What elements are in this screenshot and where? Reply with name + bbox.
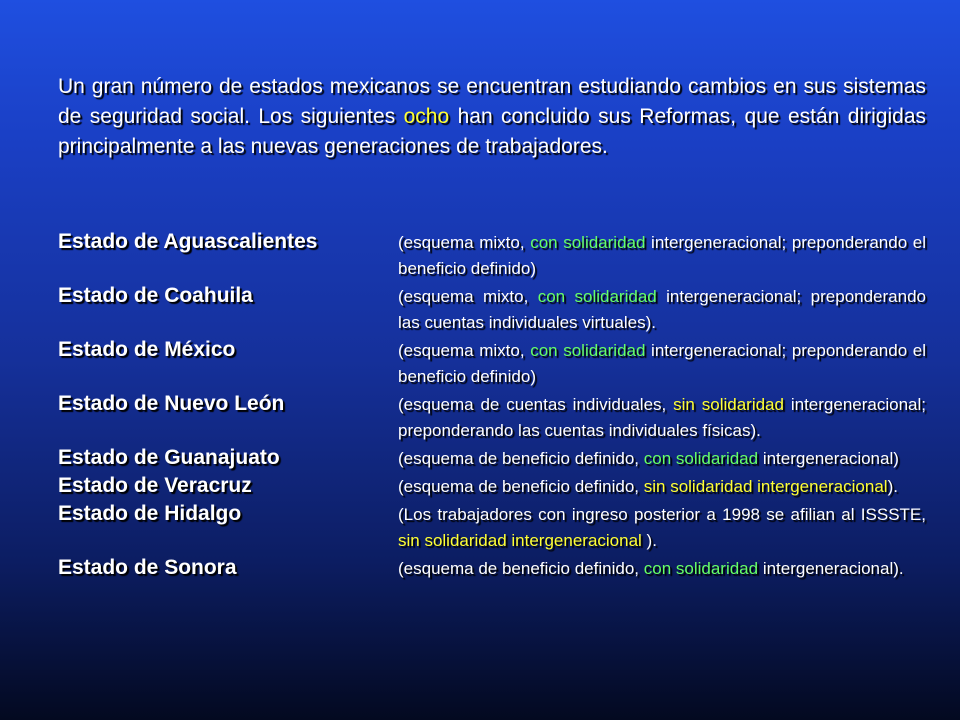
solidarity-highlight: sin solidaridad intergeneracional: [398, 531, 642, 550]
description-text: intergeneracional; preponderando el beneficio definido): [398, 233, 926, 278]
description-text: (esquema de beneficio definido,: [398, 477, 644, 496]
state-description: [398, 554, 926, 582]
state-row: [58, 228, 926, 282]
description-text: (esquema mixto,: [398, 287, 538, 306]
state-row: [58, 444, 926, 472]
description-text: intergeneracional).: [758, 559, 904, 578]
state-name: Estado de Aguascalientes: [58, 230, 318, 253]
state-row: [58, 500, 926, 554]
description-text: intergeneracional; preponderando las cuentas individuales físicas).: [398, 395, 926, 440]
state-row: [58, 554, 926, 582]
state-description: [398, 390, 926, 444]
state-row: [58, 390, 926, 444]
solidarity-highlight: con solidaridad: [537, 287, 657, 306]
state-name: Estado de Veracruz: [58, 474, 252, 497]
intro-highlight: ocho: [403, 105, 450, 128]
state-row: [58, 336, 926, 390]
description-text: ).: [887, 477, 898, 496]
description-text: (esquema de cuentas individuales,: [398, 395, 674, 414]
intro-text-before: Un gran número de estados mexicanos se encuentran estudiando cambios en sus sistemas de seguridad social. Los siguientes: [58, 75, 926, 128]
description-text: intergeneracional; preponderando el beneficio definido): [398, 341, 926, 386]
state-description: [398, 444, 926, 472]
state-name: Estado de Guanajuato: [58, 446, 280, 469]
state-description: [398, 336, 926, 390]
state-description: [398, 500, 926, 554]
intro-text-after: han concluido sus Reformas, que están dirigidas principalmente a las nuevas generaciones de trabajadores.: [58, 105, 926, 158]
state-row: [58, 472, 926, 500]
state-name: Estado de México: [58, 338, 236, 361]
description-text: ).: [641, 531, 657, 550]
state-name: Estado de Coahuila: [58, 284, 253, 307]
description-text: (esquema de beneficio definido,: [398, 559, 644, 578]
state-name: Estado de Hidalgo: [58, 502, 242, 525]
state-description: [398, 472, 926, 500]
solidarity-highlight: con solidaridad: [643, 559, 759, 578]
solidarity-highlight: con solidaridad: [643, 449, 759, 468]
state-description: [398, 228, 926, 282]
solidarity-highlight: sin solidaridad: [673, 395, 784, 414]
state-list: [58, 228, 926, 582]
description-text: (esquema de beneficio definido,: [398, 449, 644, 468]
description-text: intergeneracional): [758, 449, 899, 468]
description-text: (Los trabajadores con ingreso posterior a 1998 se afilian al ISSSTE,: [398, 505, 926, 524]
solidarity-highlight: con solidaridad: [530, 233, 646, 252]
solidarity-highlight: con solidaridad: [530, 341, 646, 360]
state-name: Estado de Nuevo León: [58, 392, 285, 415]
description-text: (esquema mixto,: [398, 233, 531, 252]
description-text: (esquema mixto,: [398, 341, 531, 360]
state-description: [398, 282, 926, 336]
state-name: Estado de Sonora: [58, 556, 237, 579]
description-text: intergeneracional; preponderando las cuentas individuales virtuales).: [398, 287, 926, 332]
intro-paragraph: [58, 72, 926, 162]
solidarity-highlight: sin solidaridad intergeneracional: [643, 477, 888, 496]
state-row: [58, 282, 926, 336]
